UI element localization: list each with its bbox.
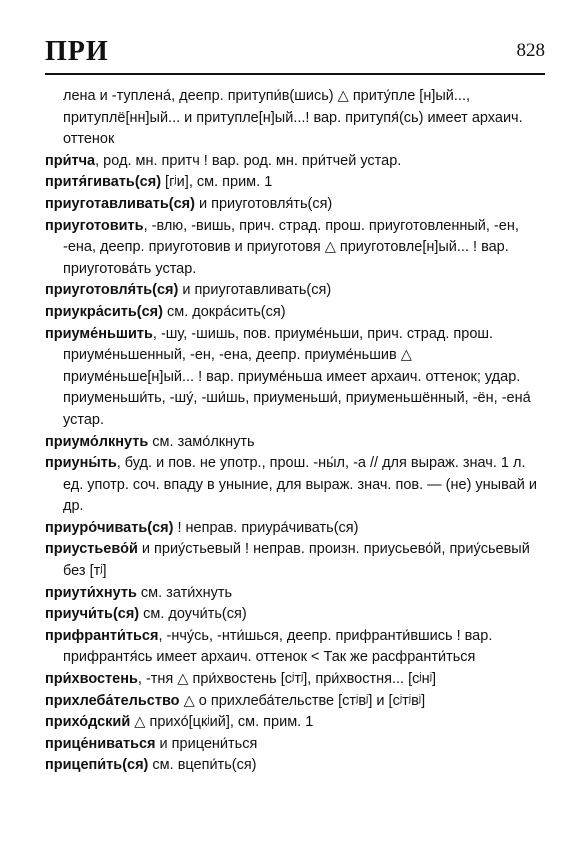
entry-text: [гʲи], см. прим. 1 [161,174,273,191]
entry-headword: приукра́сить(ся) [45,303,163,320]
dictionary-entry [45,151,545,173]
entry-text: , -нчу́сь, -нти́шься, деепр. прифранти́вшись ! вар. прифрантя́сь имеет архаич. оттенок < Так же расфранти́ться [63,627,493,666]
dictionary-entry [45,453,545,518]
entry-text: см. замо́лкнуть [148,433,255,450]
entry-headword: прицепи́ть(ся) [45,757,149,774]
dictionary-entry [45,669,545,691]
entry-text: и приуготавливать(ся) [178,282,332,299]
entry-headword: приуро́чивать(ся) [45,519,174,536]
entry-text: и приуготовля́ть(ся) [194,195,333,212]
dictionary-entry [45,216,545,281]
entry-text: , -влю, -вишь, прич. страд. прош. приуготовленный, -ен, -ена, деепр. приуготовив и приуготовя △ приуготовле[н]ый... ! вар. приуготова́ть устар. [63,217,519,277]
dictionary-entry [45,518,545,540]
dictionary-entry [45,583,545,605]
dictionary-entry [45,324,545,432]
entry-text: см. зати́хнуть [136,584,233,601]
dictionary-entry [45,432,545,454]
dictionary-entry [45,539,545,582]
entry-headword: приуны́ть [45,455,117,472]
entry-text: см. доучи́ть(ся) [139,606,247,623]
dictionary-entry [45,302,545,324]
entry-headword: при́хвостень [45,671,138,688]
dictionary-entry [45,691,545,713]
entry-headword: приустьево́й [45,541,138,558]
entry-text: , буд. и пов. не употр., прош. -ны́л, -а // для выраж. знач. 1 л. ед. употр. соч. впаду в уныние, для выраж. знач. пов. — (не) унывай и др. [63,455,537,515]
header-rule [45,73,545,75]
entry-headword: приумо́лкнуть [45,433,149,450]
page-number: 828 [516,40,545,61]
entry-headword: прихлеба́тельство [45,692,180,709]
entry-text: лена и -туплена́, деепр. притупи́в(шись) △ приту́пле [н]ый..., притуплё[нн]ый... и притупле[н]ый...! вар. притупя́(сь) имеет архаич. оттенок [63,88,523,148]
entry-text: и прицени́ться [155,735,258,752]
entry-headword: приучи́ть(ся) [45,606,140,623]
dictionary-entry [45,712,545,734]
dictionary-entry [45,194,545,216]
entry-text: , -шу, -шишь, пов. приуме́ньши, прич. страд. прош. приуме́ньшенный, -ен, -ена, деепр. приуме́ньшив △ приуме́ньше[н]ый... ! вар. приуме́ньша имеет архаич. оттенок; удар. приуменьши́ть, -шу́, -ши́шь, приуменьши́, приуменьшённый, -ён, -ена́ устар. [63,325,531,428]
dictionary-entries [45,86,545,777]
entry-text: △ о прихлеба́тельстве [стʲвʲ] и [сʲтʲвʲ] [179,692,426,709]
entry-text: ! неправ. приура́чивать(ся) [173,519,359,536]
entry-headword: приуготовля́ть(ся) [45,282,179,299]
entry-headword: притя́гивать(ся) [45,174,162,191]
entry-text: и приу́стьевый ! неправ. произн. приусьево́й, приу́сьевый без [тʲ] [63,541,530,580]
entry-headword: приуме́ньшить [45,325,153,342]
dictionary-entry [45,734,545,756]
dictionary-entry [45,280,545,302]
entry-text: △ прихо́[цкʲий], см. прим. 1 [130,714,314,731]
entry-headword: приуготавливать(ся) [45,195,195,212]
dictionary-entry [45,626,545,669]
entry-headword: приути́хнуть [45,584,137,601]
entry-text: см. докра́сить(ся) [162,303,286,320]
dictionary-entry [45,604,545,626]
dictionary-entry [45,86,545,151]
dictionary-entry [45,172,545,194]
running-head: ПРИ [45,36,109,67]
entry-text: см. вцепи́ть(ся) [148,757,257,774]
entry-text: , род. мн. притч ! вар. род. мн. при́тчей устар. [95,152,402,169]
dictionary-entry [45,755,545,777]
entry-headword: прифранти́ться [45,627,159,644]
entry-headword: при́тча [45,152,96,169]
entry-headword: прихо́дский [45,714,131,731]
entry-headword: прице́ниваться [45,735,156,752]
entry-headword: приуготовить [45,217,144,234]
entry-text: , -тня △ при́хвостень [сʲтʲ], при́хвостня... [сʲнʲ] [137,671,437,688]
